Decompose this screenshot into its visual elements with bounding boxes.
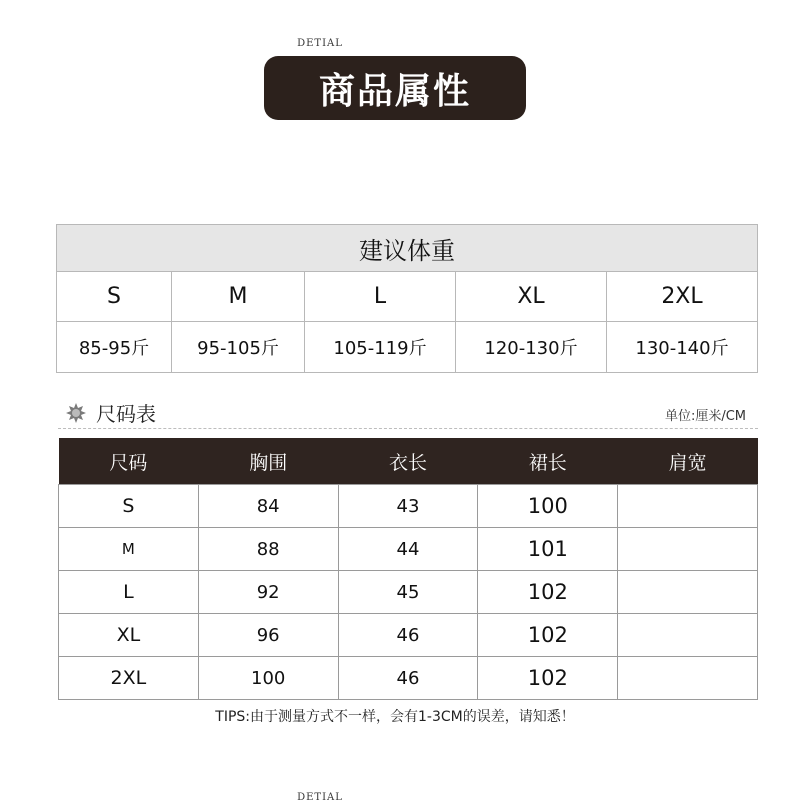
shoulder-cell: [618, 614, 758, 657]
shoulder-cell: [618, 571, 758, 614]
size-chart-header-row: [59, 438, 758, 485]
skirt-length-cell: 102: [478, 657, 618, 700]
weight-table-header: [57, 225, 758, 272]
weight-value-cell: 120-130斤: [456, 322, 607, 373]
sun-gear-icon: [66, 403, 86, 423]
banner-title: 商品属性: [318, 70, 471, 112]
weight-table-title: 建议体重: [57, 225, 758, 272]
size-cell: XL: [59, 614, 199, 657]
section-divider: [58, 428, 758, 429]
size-cell: M: [59, 528, 199, 571]
weight-sizes-row: [57, 272, 758, 322]
shoulder-cell: [618, 485, 758, 528]
length-cell: 43: [338, 485, 478, 528]
length-cell: 44: [338, 528, 478, 571]
detial-label-bottom: DETIAL: [297, 792, 343, 803]
skirt-length-cell: 101: [478, 528, 618, 571]
weight-value-cell: 85-95斤: [57, 322, 172, 373]
weight-table: [56, 224, 758, 373]
shoulder-cell: [618, 657, 758, 700]
weight-size-cell: M: [172, 272, 305, 322]
size-cell: S: [59, 485, 199, 528]
skirt-length-cell: 100: [478, 485, 618, 528]
length-cell: 46: [338, 657, 478, 700]
table-row: [59, 614, 758, 657]
size-chart-title: 尺码表: [96, 402, 156, 426]
bust-cell: 96: [198, 614, 338, 657]
weight-value-cell: 130-140斤: [606, 322, 757, 373]
weight-size-cell: L: [305, 272, 456, 322]
length-cell: 45: [338, 571, 478, 614]
weight-value-cell: 95-105斤: [172, 322, 305, 373]
skirt-length-cell: 102: [478, 614, 618, 657]
column-header: 尺码: [59, 438, 199, 485]
section-banner: [264, 56, 526, 120]
table-row: [59, 657, 758, 700]
skirt-length-cell: 102: [478, 571, 618, 614]
weight-value-cell: 105-119斤: [305, 322, 456, 373]
size-cell: L: [59, 571, 199, 614]
column-header: 胸围: [198, 438, 338, 485]
table-row: [59, 571, 758, 614]
tips-note: TIPS:由于测量方式不一样，会有1-3CM的误差，请知悉！: [215, 709, 575, 725]
unit-label: 单位:厘米/CM: [664, 409, 746, 424]
column-header: 肩宽: [618, 438, 758, 485]
weight-values-row: [57, 322, 758, 373]
weight-size-cell: 2XL: [606, 272, 757, 322]
size-chart-table: [58, 438, 758, 700]
weight-size-cell: XL: [456, 272, 607, 322]
length-cell: 46: [338, 614, 478, 657]
table-row: [59, 485, 758, 528]
bust-cell: 88: [198, 528, 338, 571]
detial-label-top: DETIAL: [297, 38, 343, 49]
weight-size-cell: S: [57, 272, 172, 322]
column-header: 衣长: [338, 438, 478, 485]
table-row: [59, 528, 758, 571]
size-cell: 2XL: [59, 657, 199, 700]
bust-cell: 84: [198, 485, 338, 528]
shoulder-cell: [618, 528, 758, 571]
column-header: 裙长: [478, 438, 618, 485]
bust-cell: 92: [198, 571, 338, 614]
bust-cell: 100: [198, 657, 338, 700]
